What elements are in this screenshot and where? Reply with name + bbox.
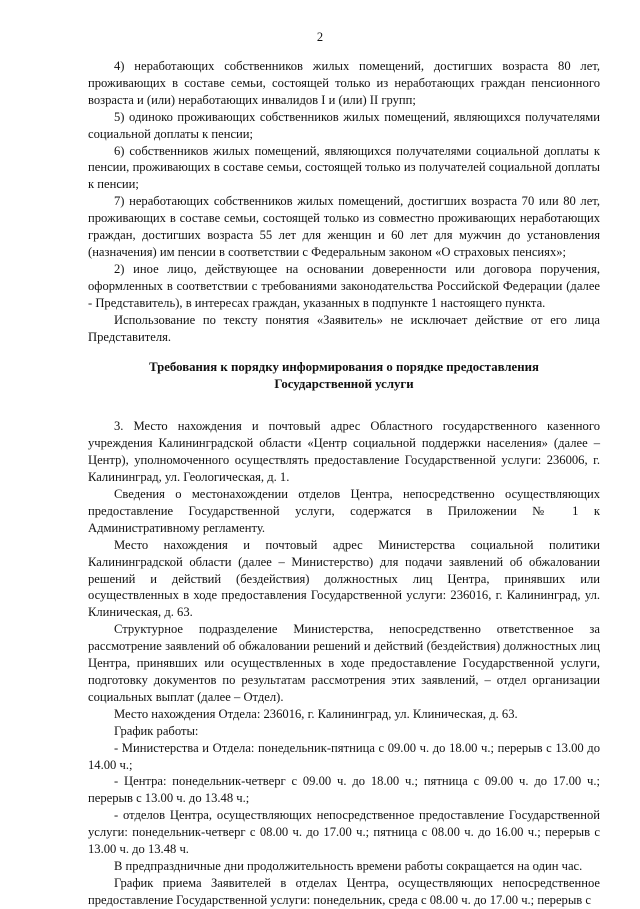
paragraph-schedule-center: - Центра: понедельник-четверг с 09.00 ч. до 18.00 ч.; пятница с 09.00 ч. до 17.00 ч.; перерыв с 13.00 ч. до 13.48 ч.; xyxy=(88,774,600,806)
paragraph-schedule-departments: - отделов Центра, осуществляющих непосредственное предоставление Государственной услуги: понедельник-четверг с 08.00 ч. до 17.00 ч.; пятница с 08.00 ч. до 16.00 ч.; перерыв с 13.00 ч. до 13.48 ч. xyxy=(88,808,600,857)
paragraph-reception-schedule: График приема Заявителей в отделах Центра, осуществляющих непосредственное предоставление Государственной услуги: понедельник, среда с 08.00 ч. до 17.00 ч.; перерыв с xyxy=(88,875,600,907)
paragraph-item-5: 5) одиноко проживающих собственников жилых помещений, являющихся получателями социальной доплаты к пенсии; xyxy=(88,109,600,141)
paragraph-department-location: Место нахождения Отдела: 236016, г. Калининград, ул. Клиническая, д. 63. xyxy=(114,706,518,721)
paragraph-ministry-address: Место нахождения и почтовый адрес Министерства социальной политики Калининградской области (далее – Министерство) для подачи заявлений об обжаловании решений и действий (бездействия) должностных лиц Центра, принявших или осуществленных в ходе предоставления Государственной услуги: 236016, г. Калининград, ул. Клиническая, д. 63. xyxy=(88,537,600,620)
spacer xyxy=(88,393,600,407)
paragraph-applicant-note: Использование по тексту понятия «Заявитель» не исключает действие от его лица Представителя. xyxy=(88,312,600,344)
paragraph-holiday-note: В предпраздничные дни продолжительность времени работы сокращается на один час. xyxy=(114,858,583,873)
paragraph-center-address: 3. Место нахождения и почтовый адрес Областного государственного казенного учреждения Калининградской области «Центр социальной поддержки населения» (далее – Центр), уполномоченного осуществлять предоставление Государственной услуги: 236006, г. Калининград, ул. Геологическая, д. 1. xyxy=(88,419,600,485)
paragraph-item-7: 7) неработающих собственников жилых помещений, достигших возраста 70 или 80 лет, проживающих в составе семьи, состоящей только из совместно проживающих неработающих граждан, достигших возраста 55 лет для женщин и 60 лет для мужчин до установления (назначения) им пенсии в соответствии с Федеральным законом «О страховых пенсиях»; xyxy=(88,194,600,259)
document-body xyxy=(88,58,600,909)
paragraph-structural-unit: Структурное подразделение Министерства, непосредственно ответственное за рассмотрение заявлений об обжаловании решений и действий (бездействия) должностных лиц Центра, принявших или осуществленных в ходе предоставление Государственной услуги, подготовку документов по результатам рассмотрения этих заявлений, – отдел организации социальных выплат (далее – Отдел). xyxy=(88,622,600,704)
section-heading: Требования к порядку информирования о порядке предоставления Государственной услуги xyxy=(149,360,539,392)
paragraph-item-6: 6) собственников жилых помещений, являющихся получателями социальной доплаты к пенсии, проживающих в составе семьи, состоящей только из получателей социальной доплаты к пенсии; xyxy=(88,143,600,192)
paragraph-departments-info: Сведения о местонахождении отделов Центра, непосредственно осуществляющих предоставление Государственной услуги, содержатся в Приложении № 1 к Административному регламенту. xyxy=(88,487,600,535)
paragraph-representative: 2) иное лицо, действующее на основании доверенности или договора поручения, оформленных в соответствии с требованиями законодательства Российской Федерации (далее - Представитель), в интересах граждан, указанных в подпункте 1 настоящего пункта. xyxy=(88,261,600,310)
paragraph-item-4: 4) неработающих собственников жилых помещений, достигших возраста 80 лет, проживающих в составе семьи, состоящей только из неработающих граждан пенсионного возраста и (или) неработающих инвалидов I и (или) II групп; xyxy=(88,59,600,107)
spacer xyxy=(88,407,600,418)
page-number: 2 xyxy=(316,30,324,44)
paragraph-schedule-title: График работы: xyxy=(114,723,199,738)
spacer xyxy=(88,345,600,359)
paragraph-schedule-ministry: - Министерства и Отдела: понедельник-пятница с 09.00 ч. до 18.00 ч.; перерыв с 13.00 до 14.00 ч.; xyxy=(88,740,600,772)
